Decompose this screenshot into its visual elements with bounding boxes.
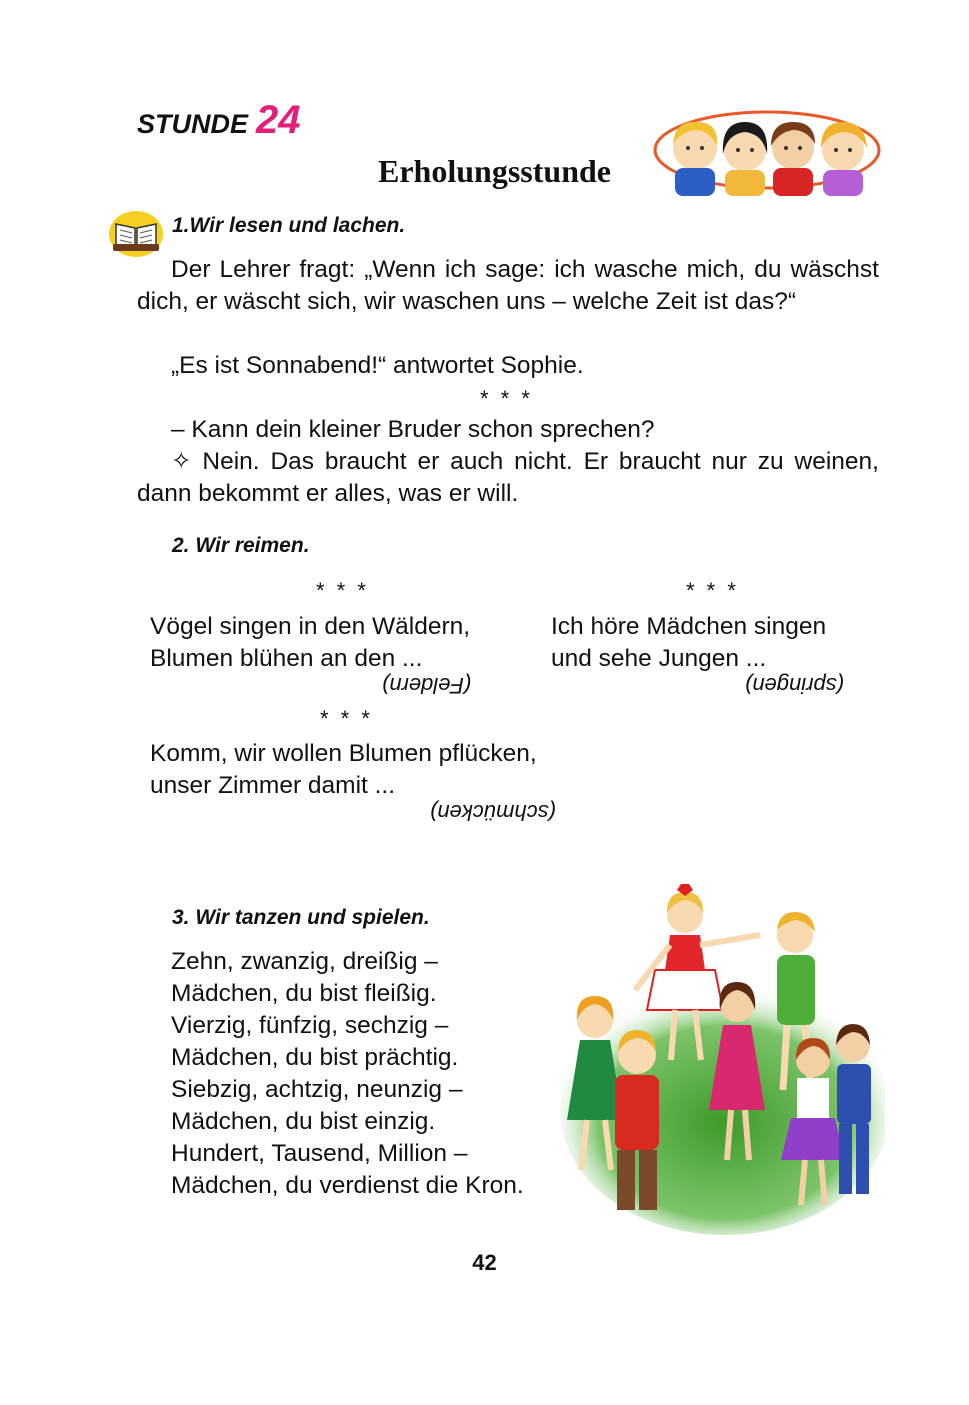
task1-heading: 1.Wir lesen und lachen. xyxy=(172,214,406,237)
poem-line: Mädchen, du verdienst die Kron. xyxy=(171,1172,524,1199)
task1-paragraph-1: Der Lehrer fragt: „Wenn ich sage: ich wasche mich, du wäschst dich, er wäscht sich, wir waschen uns – welche Zeit ist das?“ xyxy=(137,256,879,315)
task1-paragraph-4: ✧ Nein. Das braucht er auch nicht. Er braucht nur zu weinen, dann bekommt er alles, was er will. xyxy=(137,448,879,507)
task3-heading: 3. Wir tanzen und spielen. xyxy=(172,906,430,929)
poem-line: Vierzig, fünfzig, sechzig – xyxy=(171,1012,449,1039)
task1-line-3: – Kann dein kleiner Bruder schon sprechen? xyxy=(171,416,655,443)
lesson-label xyxy=(137,98,301,143)
book-icon xyxy=(108,208,164,258)
task1-line-2: „Es ist Sonnabend!“ antwortet Sophie. xyxy=(171,352,584,379)
rhyme2-hint: (springen) xyxy=(745,673,845,698)
rhyme2-line-1: Ich höre Mädchen singen xyxy=(551,613,827,640)
rhyme1-stars: * * * xyxy=(316,578,369,603)
poem-line: Mädchen, du bist prächtig. xyxy=(171,1044,459,1071)
rhyme2-stars: * * * xyxy=(686,578,739,603)
page-number: 42 xyxy=(472,1250,497,1275)
rhyme1-line-1: Vögel singen in den Wäldern, xyxy=(150,613,471,640)
lesson-number: 24 xyxy=(256,98,301,142)
poem-line: Mädchen, du bist einzig. xyxy=(171,1108,436,1135)
rhyme3-line-2: unser Zimmer damit ... xyxy=(150,772,396,799)
page-title: Erholungsstunde xyxy=(378,153,611,189)
poem-line: Siebzig, achtzig, neunzig – xyxy=(171,1076,463,1103)
task1-stars: * * * xyxy=(480,386,533,411)
rhyme3-line-1: Komm, wir wollen Blumen pflücken, xyxy=(150,740,537,767)
poem-line: Mädchen, du bist fleißig. xyxy=(171,980,437,1007)
dancing-children-illustration xyxy=(555,860,885,1235)
poem xyxy=(171,946,524,1202)
rhyme1-line-2: Blumen blühen an den ... xyxy=(150,645,423,672)
poem-line: Zehn, zwanzig, dreißig – xyxy=(171,948,438,975)
children-illustration xyxy=(653,108,881,198)
rhyme3-hint: (schmücken) xyxy=(430,800,556,825)
rhyme2-line-2: und sehe Jungen ... xyxy=(551,645,767,672)
lesson-word: STUNDE xyxy=(137,109,249,139)
rhyme3-stars: * * * xyxy=(320,706,373,731)
task2-heading: 2. Wir reimen. xyxy=(172,534,310,557)
poem-line: Hundert, Tausend, Million – xyxy=(171,1140,468,1167)
rhyme1-hint: (Feldern) xyxy=(382,673,472,698)
